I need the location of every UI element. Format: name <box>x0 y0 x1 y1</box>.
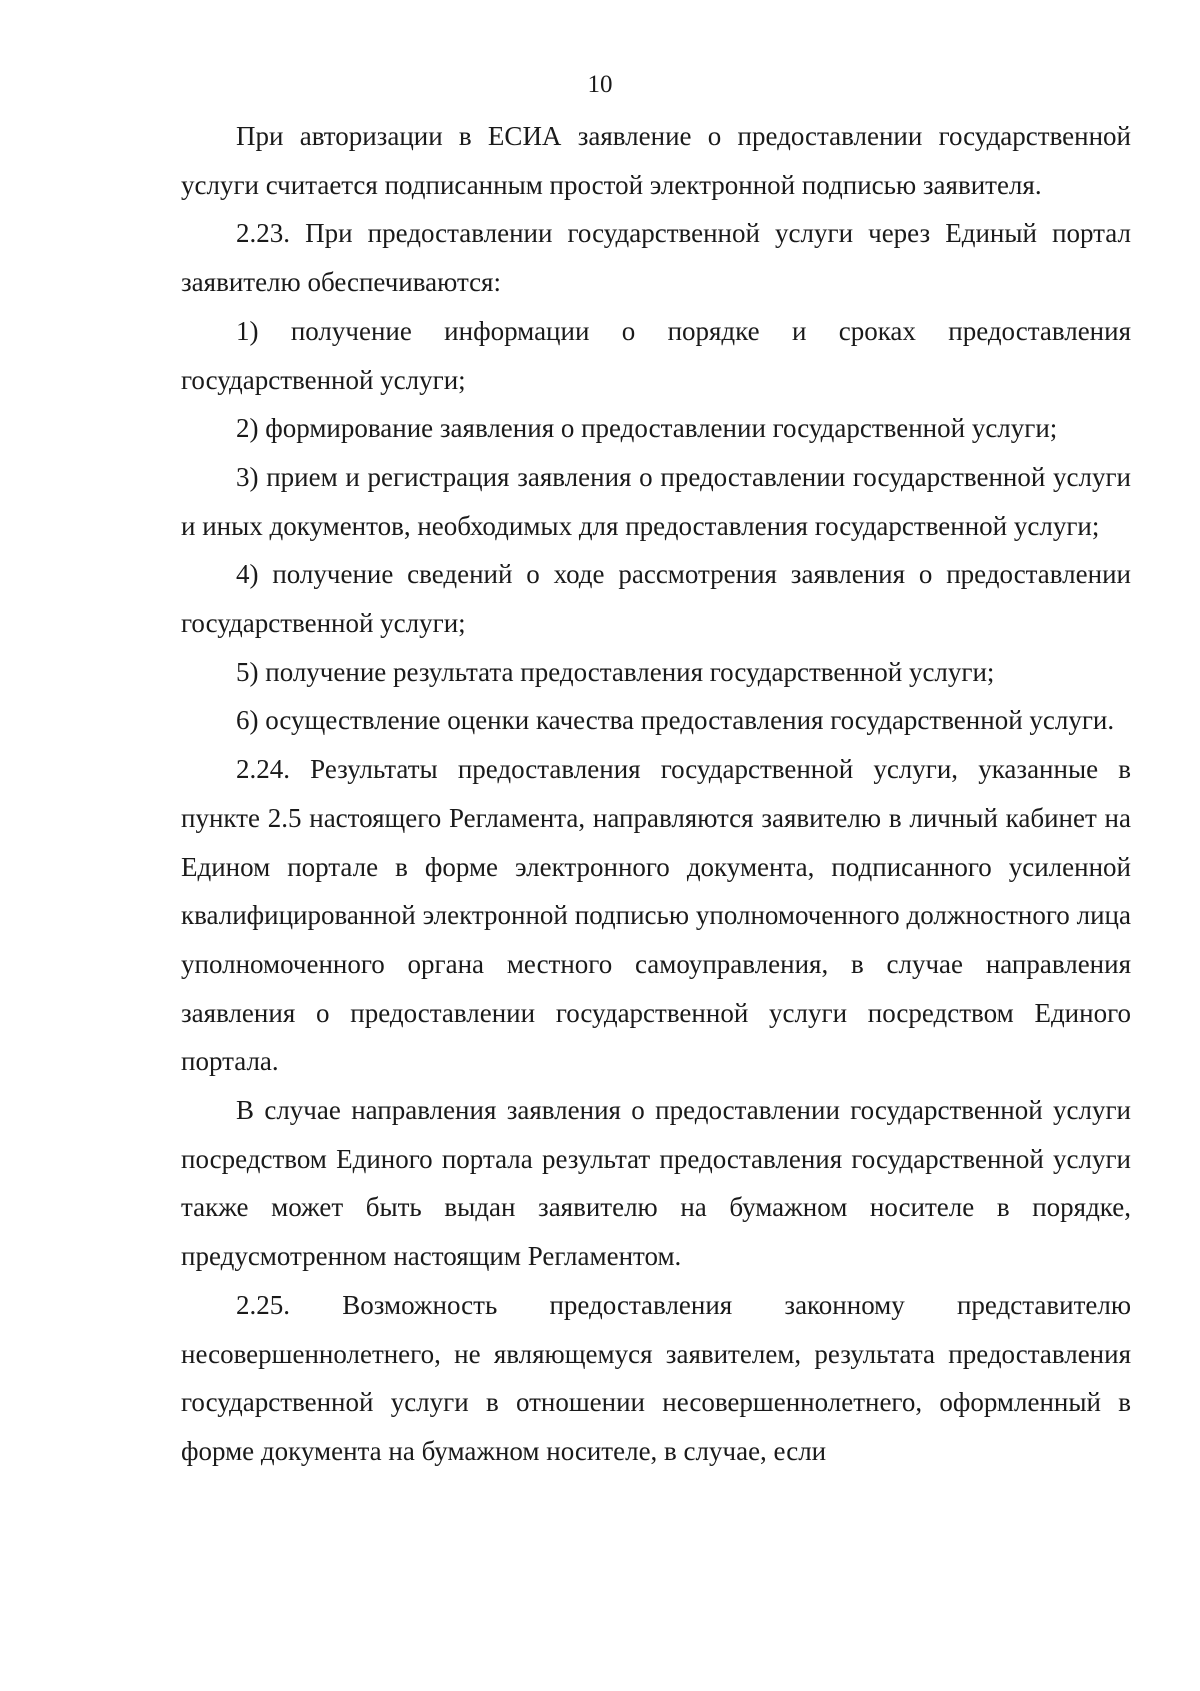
paragraph-2-25: 2.25. Возможность предоставления законному представителю несовершеннолетнего, не являющемуся заявителем, результата предоставления государственной услуги в отношении несовершеннолетнего, оформленный в форме документа на бумажном носителе, в случае, если <box>181 1289 1131 1466</box>
paragraph-2-24: 2.24. Результаты предоставления государственной услуги, указанные в пункте 2.5 настоящего Регламента, направляются заявителю в личный кабинет на Едином портале в форме электронного документа, подписанного усиленной квалифицированной электронной подписью уполномоченного должностного лица уполномоченного органа местного самоуправления, в случае направления заявления о предоставлении государственной услуги посредством Единого портала. <box>181 754 1131 1077</box>
list-item-3: 3) прием и регистрация заявления о предоставлении государственной услуги и иных документов, необходимых для предоставления государственной услуги; <box>181 461 1131 541</box>
list-item-5: 5) получение результата предоставления государственной услуги; <box>236 656 995 687</box>
list-item-2: 2) формирование заявления о предоставлении государственной услуги; <box>236 413 1058 444</box>
paragraph-paper-result: В случае направления заявления о предоставлении государственной услуги посредством Единого портала результат предоставления государственной услуги также может быть выдан заявителю на бумажном носителе в порядке, предусмотренном настоящим Регламентом. <box>181 1095 1131 1272</box>
list-item-4: 4) получение сведений о ходе рассмотрения заявления о предоставлении государственной услуги; <box>181 559 1131 639</box>
document-body <box>181 112 1131 1476</box>
paragraph-2-23: 2.23. При предоставлении государственной услуги через Единый портал заявителю обеспечиваются: <box>181 218 1131 298</box>
list-item-1: 1) получение информации о порядке и сроках предоставления государственной услуги; <box>181 315 1131 395</box>
paragraph-esia-authorization: При авторизации в ЕСИА заявление о предоставлении государственной услуги считается подписанным простой электронной подписью заявителя. <box>181 121 1131 200</box>
list-item-6: 6) осуществление оценки качества предоставления государственной услуги. <box>236 705 1115 736</box>
page-number: 10 <box>587 71 613 98</box>
